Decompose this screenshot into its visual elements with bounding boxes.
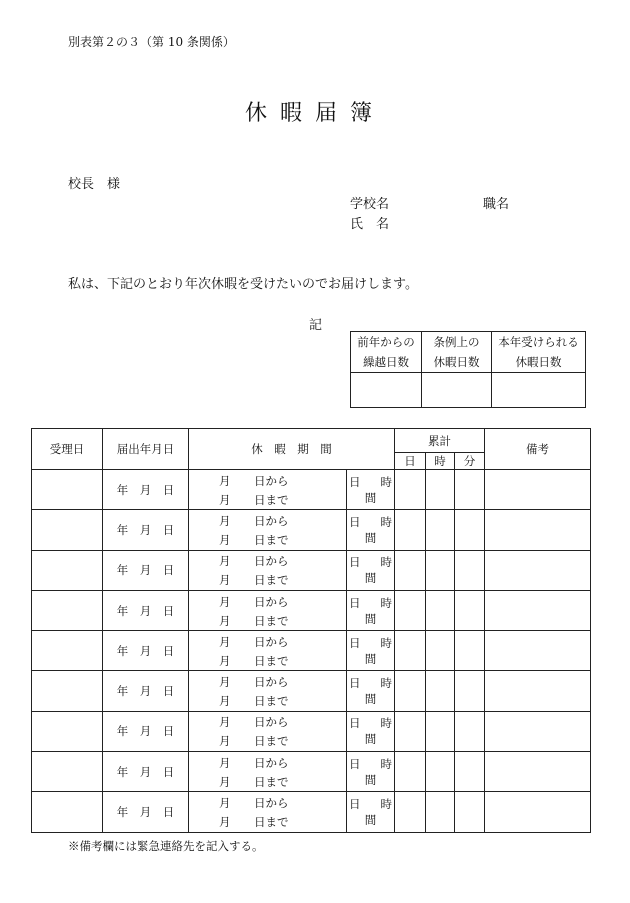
period-cell[interactable]: 月 日から 月 日まで bbox=[189, 631, 347, 671]
cumulative-day-cell[interactable] bbox=[395, 752, 426, 792]
position-label: 職名 bbox=[483, 197, 510, 212]
available-header: 本年受けられる 休暇日数 bbox=[492, 332, 586, 373]
cumulative-day-cell[interactable] bbox=[395, 510, 426, 550]
remarks-cell[interactable] bbox=[485, 631, 591, 671]
period-cell[interactable]: 月 日から 月 日まで bbox=[189, 590, 347, 630]
carryover-table bbox=[350, 331, 586, 408]
cumulative-hour-cell[interactable] bbox=[426, 671, 455, 711]
cumulative-day-cell[interactable] bbox=[395, 711, 426, 751]
cumulative-hour-cell[interactable] bbox=[426, 590, 455, 630]
statutory-header: 条例上の 休暇日数 bbox=[422, 332, 492, 373]
received-date-cell[interactable] bbox=[32, 550, 103, 590]
period-cell[interactable]: 月 日から 月 日まで bbox=[189, 470, 347, 510]
submitted-date-header: 届出年月日 bbox=[103, 429, 189, 470]
days-cell[interactable]: 日 時間 bbox=[347, 792, 395, 832]
received-date-header: 受理日 bbox=[32, 429, 103, 470]
remarks-cell[interactable] bbox=[485, 590, 591, 630]
remarks-cell[interactable] bbox=[485, 752, 591, 792]
days-cell[interactable]: 日 時間 bbox=[347, 550, 395, 590]
cumulative-minute-cell[interactable] bbox=[455, 470, 485, 510]
period-cell[interactable]: 月 日から 月 日まで bbox=[189, 711, 347, 751]
table-row bbox=[32, 470, 591, 510]
remarks-header: 備考 bbox=[485, 429, 591, 470]
cumulative-minute-cell[interactable] bbox=[455, 752, 485, 792]
submitted-date-cell[interactable]: 年 月 日 bbox=[103, 671, 189, 711]
submitted-date-cell[interactable]: 年 月 日 bbox=[103, 711, 189, 751]
cumulative-day-cell[interactable] bbox=[395, 550, 426, 590]
cumulative-minute-cell[interactable] bbox=[455, 510, 485, 550]
cumulative-day-cell[interactable] bbox=[395, 792, 426, 832]
cumulative-hour-cell[interactable] bbox=[426, 631, 455, 671]
received-date-cell[interactable] bbox=[32, 590, 103, 630]
days-cell[interactable]: 日 時間 bbox=[347, 470, 395, 510]
cumulative-day-header: 日 bbox=[395, 453, 426, 470]
statutory-value-cell[interactable] bbox=[422, 373, 492, 408]
cumulative-minute-cell[interactable] bbox=[455, 590, 485, 630]
days-cell[interactable]: 日 時間 bbox=[347, 510, 395, 550]
days-cell[interactable]: 日 時間 bbox=[347, 752, 395, 792]
page-title: 休暇届簿 bbox=[244, 101, 385, 126]
cumulative-day-cell[interactable] bbox=[395, 671, 426, 711]
table-row bbox=[32, 590, 591, 630]
submitted-date-cell[interactable]: 年 月 日 bbox=[103, 752, 189, 792]
submitted-date-cell[interactable]: 年 月 日 bbox=[103, 510, 189, 550]
remarks-cell[interactable] bbox=[485, 671, 591, 711]
remarks-cell[interactable] bbox=[485, 510, 591, 550]
table-row bbox=[32, 711, 591, 751]
statement-text: 私は、下記のとおり年次休暇を受けたいのでお届けします。 bbox=[68, 277, 418, 292]
cumulative-day-cell[interactable] bbox=[395, 590, 426, 630]
period-cell[interactable]: 月 日から 月 日まで bbox=[189, 752, 347, 792]
cumulative-hour-cell[interactable] bbox=[426, 470, 455, 510]
cumulative-minute-cell[interactable] bbox=[455, 711, 485, 751]
cumulative-hour-cell[interactable] bbox=[426, 792, 455, 832]
cumulative-day-cell[interactable] bbox=[395, 470, 426, 510]
received-date-cell[interactable] bbox=[32, 631, 103, 671]
footnote: ※備考欄には緊急連絡先を記入する。 bbox=[68, 839, 264, 853]
received-date-cell[interactable] bbox=[32, 671, 103, 711]
received-date-cell[interactable] bbox=[32, 752, 103, 792]
table-row bbox=[32, 631, 591, 671]
cumulative-hour-cell[interactable] bbox=[426, 510, 455, 550]
school-label: 学校名 bbox=[350, 197, 390, 212]
received-date-cell[interactable] bbox=[32, 470, 103, 510]
period-cell[interactable]: 月 日から 月 日まで bbox=[189, 550, 347, 590]
cumulative-day-cell[interactable] bbox=[395, 631, 426, 671]
cumulative-minute-cell[interactable] bbox=[455, 671, 485, 711]
form-reference: 別表第２の３（第 10 条関係） bbox=[68, 35, 235, 49]
table-row bbox=[32, 752, 591, 792]
cumulative-hour-cell[interactable] bbox=[426, 711, 455, 751]
cumulative-hour-cell[interactable] bbox=[426, 550, 455, 590]
received-date-cell[interactable] bbox=[32, 792, 103, 832]
cumulative-hour-header: 時 bbox=[426, 453, 455, 470]
received-date-cell[interactable] bbox=[32, 510, 103, 550]
addressee: 校長 様 bbox=[68, 177, 121, 192]
remarks-cell[interactable] bbox=[485, 550, 591, 590]
days-cell[interactable]: 日 時間 bbox=[347, 711, 395, 751]
remarks-cell[interactable] bbox=[485, 470, 591, 510]
cumulative-minute-header: 分 bbox=[455, 453, 485, 470]
period-cell[interactable]: 月 日から 月 日まで bbox=[189, 671, 347, 711]
leave-ledger-table bbox=[31, 428, 591, 833]
days-cell[interactable]: 日 時間 bbox=[347, 590, 395, 630]
days-cell[interactable]: 日 時間 bbox=[347, 631, 395, 671]
cumulative-header: 累計 bbox=[395, 429, 485, 453]
remarks-cell[interactable] bbox=[485, 711, 591, 751]
table-row bbox=[32, 550, 591, 590]
cumulative-minute-cell[interactable] bbox=[455, 792, 485, 832]
name-label: 氏 名 bbox=[350, 217, 390, 232]
cumulative-minute-cell[interactable] bbox=[455, 631, 485, 671]
submitted-date-cell[interactable]: 年 月 日 bbox=[103, 631, 189, 671]
table-row bbox=[32, 792, 591, 832]
received-date-cell[interactable] bbox=[32, 711, 103, 751]
available-value-cell[interactable] bbox=[492, 373, 586, 408]
table-row bbox=[32, 510, 591, 550]
table-row bbox=[32, 671, 591, 711]
cumulative-minute-cell[interactable] bbox=[455, 550, 485, 590]
remarks-cell[interactable] bbox=[485, 792, 591, 832]
days-cell[interactable]: 日 時間 bbox=[347, 671, 395, 711]
carryover-value-cell[interactable] bbox=[351, 373, 422, 408]
period-cell[interactable]: 月 日から 月 日まで bbox=[189, 510, 347, 550]
submitted-date-cell[interactable]: 年 月 日 bbox=[103, 590, 189, 630]
period-cell[interactable]: 月 日から 月 日まで bbox=[189, 792, 347, 832]
submitted-date-cell[interactable]: 年 月 日 bbox=[103, 470, 189, 510]
carryover-header: 前年からの 繰越日数 bbox=[351, 332, 422, 373]
submitted-date-cell[interactable]: 年 月 日 bbox=[103, 550, 189, 590]
period-header: 休 暇 期 間 bbox=[189, 429, 395, 470]
submitted-date-cell[interactable]: 年 月 日 bbox=[103, 792, 189, 832]
ki-label: 記 bbox=[309, 318, 323, 333]
cumulative-hour-cell[interactable] bbox=[426, 752, 455, 792]
